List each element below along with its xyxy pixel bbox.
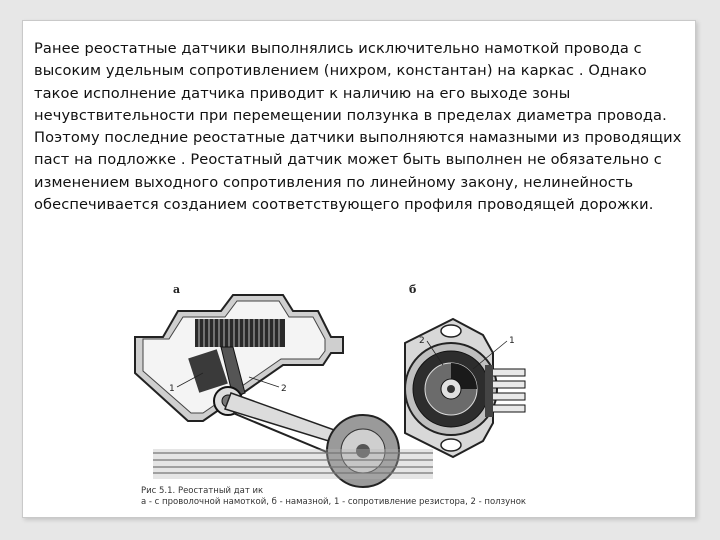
- thick-film-sensor-drawing: [405, 283, 525, 457]
- label-b: б: [409, 283, 417, 296]
- caption-line-2: а - с проволочной намоткой, б - намазной, 1 - сопротивление резистора, 2 - ползунок: [141, 497, 527, 507]
- caption-line-1: Рис 5.1. Реостатный дат ик: [141, 486, 264, 496]
- wirewound-sensor-drawing: [135, 283, 433, 487]
- label-a: а: [173, 283, 181, 296]
- callout-2-right: 2: [419, 336, 425, 346]
- callout-2-left: 2: [281, 384, 287, 394]
- body-text: Ранее реостатные датчики выполнялись исключительно намоткой провода с высоким удельным сопротивлением (нихром, константан) на каркас . Однако такое исполнение датчика приводит к наличию на его выходе зоны нечувствительности при перемещении ползунка в пределах диаметра провода. Поэтому последние реостатные датчики выполняются намазными из проводящих паст на подложке . Реостатный датчик может быть выполнен не обязательно с изменением выходного сопротивления по линейному закону, нелинейность обеспечивается созданием соответствующего профиля проводящей дорожки.: [34, 40, 682, 214]
- figure: [133, 273, 533, 513]
- callout-1-right: 1: [509, 336, 515, 346]
- figure-illustration: [133, 273, 533, 513]
- callout-1-left: 1: [169, 384, 175, 394]
- figure-caption: [141, 486, 561, 508]
- slide: [22, 20, 696, 518]
